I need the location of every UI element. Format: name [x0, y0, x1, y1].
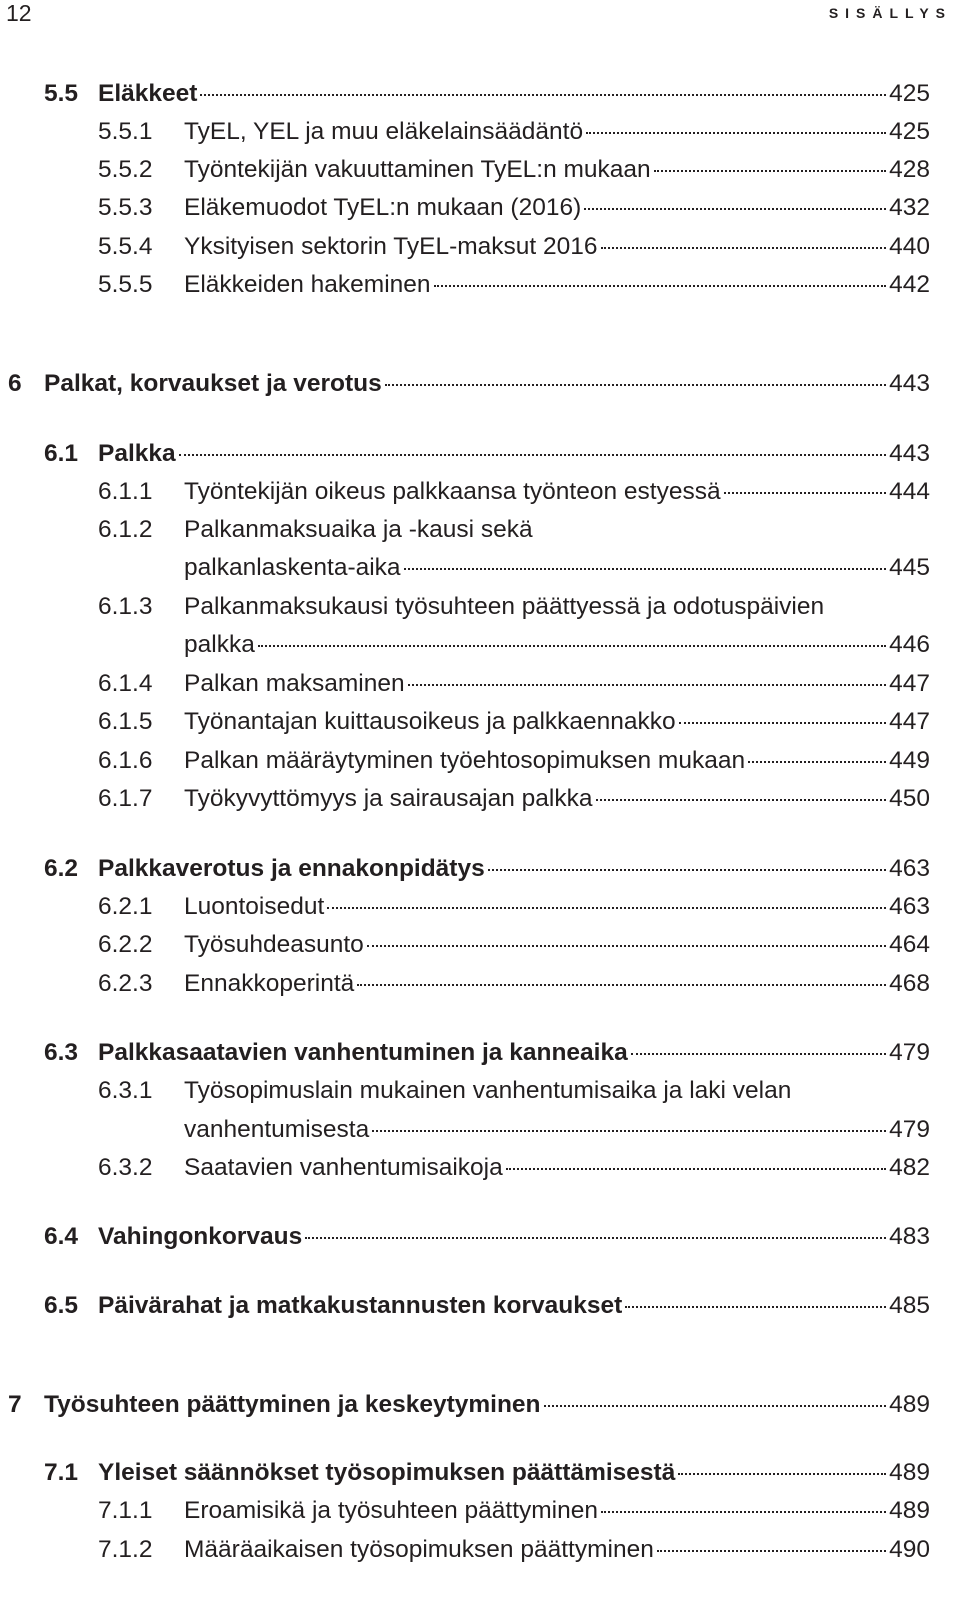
toc-entry-title-row	[184, 232, 930, 262]
toc-entry-title-row	[98, 1458, 930, 1488]
toc-entry-title-row	[98, 1038, 930, 1068]
dot-leader	[305, 1237, 886, 1239]
toc-entry-title-row	[98, 439, 930, 469]
toc-entry-number: 5.5.3	[98, 194, 153, 221]
toc-entry-title: Saatavien vanhentumisaikoja	[184, 1154, 503, 1181]
toc-entry-page: 425	[889, 80, 930, 107]
toc-entry-title: Työsuhdeasunto	[184, 931, 364, 958]
dot-leader	[601, 247, 887, 249]
toc-entry-page: 443	[889, 370, 930, 397]
dot-leader	[596, 799, 887, 801]
toc-entry-title: Yleiset säännökset työsopimuksen päättämisestä	[98, 1459, 676, 1486]
toc-entry-title-row	[184, 553, 930, 583]
toc-entry-number: 6.2.3	[98, 970, 153, 997]
toc-entry-title-row	[184, 892, 930, 922]
toc-entry-number: 6.1	[44, 440, 79, 467]
toc-entry-page: 425	[889, 118, 930, 145]
toc-entry-number: 5.5.1	[98, 118, 153, 145]
toc-entry-page: 442	[889, 271, 930, 298]
toc-entry-number: 7.1.1	[98, 1497, 153, 1524]
dot-leader	[408, 684, 887, 686]
toc-entry-number: 6.3.1	[98, 1077, 153, 1104]
dot-leader	[544, 1405, 887, 1407]
toc-entry-number: 6	[8, 370, 22, 397]
toc-entry-number: 6.5	[44, 1292, 79, 1319]
toc-entry-title: Määräaikaisen työsopimuksen päättyminen	[184, 1536, 654, 1563]
toc-entry-number: 6.1.4	[98, 670, 153, 697]
dot-leader	[679, 722, 886, 724]
toc-entry-page: 479	[889, 1116, 930, 1143]
toc-entry-title-row	[98, 79, 930, 109]
toc-entry-number: 6.2	[44, 855, 79, 882]
toc-entry-page: 428	[889, 156, 930, 183]
dot-leader	[357, 984, 886, 986]
toc-entry-title: Palkkaverotus ja ennakonpidätys	[98, 855, 485, 882]
toc-entry-title: TyEL, YEL ja muu eläkelainsäädäntö	[184, 118, 584, 145]
toc-entry-number: 5.5	[44, 80, 79, 107]
toc-entry-title: Palkka	[98, 440, 176, 467]
toc-entry-page: 483	[889, 1223, 930, 1250]
toc-entry-title-row	[44, 369, 930, 399]
toc-entry-title-row	[98, 1222, 930, 1252]
dot-leader	[200, 94, 886, 96]
toc-entry-title-row	[184, 1535, 930, 1565]
toc-entry-title-row	[184, 784, 930, 814]
toc-entry-title-row	[184, 969, 930, 999]
toc-entry-title: Eläkkeiden hakeminen	[184, 271, 431, 298]
toc-entry-page: 490	[889, 1536, 930, 1563]
toc-entry-page: 440	[889, 233, 930, 260]
dot-leader	[657, 1550, 886, 1552]
dot-leader	[404, 568, 887, 570]
toc-entry-title-row	[184, 707, 930, 737]
toc-entry-title: Yksityisen sektorin TyEL-maksut 2016	[184, 233, 598, 260]
toc-entry-title-row	[98, 1291, 930, 1321]
running-head: SISÄLLYS	[828, 5, 952, 21]
toc-entry-title-row	[184, 630, 930, 660]
dot-leader	[258, 645, 886, 647]
dot-leader	[724, 492, 887, 494]
toc-entry-page: 489	[889, 1459, 930, 1486]
toc-entry-title-row	[98, 854, 930, 884]
toc-entry-title-row	[184, 669, 930, 699]
toc-entry-number: 6.4	[44, 1223, 79, 1250]
toc-entry-title: Luontoisedut	[184, 893, 325, 920]
toc-entry-title: Palkkasaatavien vanhentuminen ja kanneaika	[98, 1039, 628, 1066]
toc-entry-title: Eroamisikä ja työsuhteen päättyminen	[184, 1497, 598, 1524]
toc-entry-title: Työntekijän oikeus palkkaansa työnteon estyessä	[184, 478, 721, 505]
toc-entry-number: 5.5.5	[98, 271, 153, 298]
toc-entry-page: 444	[889, 478, 930, 505]
toc-entry-title-line1: Palkanmaksukausi työsuhteen päättyessä ja odotuspäivien	[184, 593, 825, 620]
toc-entry-page: 450	[889, 785, 930, 812]
dot-leader	[367, 945, 886, 947]
toc-entry-page: 447	[889, 670, 930, 697]
toc-entry-page: 489	[889, 1497, 930, 1524]
toc-entry-title-row	[184, 155, 930, 185]
toc-entry-page: 447	[889, 708, 930, 735]
toc-entry-number: 5.5.2	[98, 156, 153, 183]
toc-entry-number: 6.1.7	[98, 785, 153, 812]
dot-leader	[631, 1053, 886, 1055]
toc-entry-title: vanhentumisesta	[184, 1116, 370, 1143]
toc-entry-title: Palkan määräytyminen työehtosopimuksen mukaan	[184, 747, 746, 774]
toc-entry-number: 6.1.1	[98, 478, 153, 505]
dot-leader	[586, 132, 886, 134]
toc-entry-title: Työnantajan kuittausoikeus ja palkkaennakko	[184, 708, 676, 735]
toc-entry-number: 6.1.5	[98, 708, 153, 735]
dot-leader	[601, 1511, 886, 1513]
toc-entry-number: 7.1.2	[98, 1536, 153, 1563]
toc-entry-title-row	[184, 117, 930, 147]
dot-leader	[488, 869, 886, 871]
toc-entry-number: 6.3.2	[98, 1154, 153, 1181]
toc-entry-page: 482	[889, 1154, 930, 1181]
toc-entry-number: 6.2.1	[98, 893, 153, 920]
dot-leader	[327, 907, 886, 909]
toc-entry-number: 6.1.2	[98, 516, 153, 543]
page-number: 12	[6, 0, 32, 26]
dot-leader	[584, 208, 886, 210]
dot-leader	[372, 1130, 886, 1132]
toc-entry-page: 489	[889, 1391, 930, 1418]
toc-entry-number: 6.3	[44, 1039, 79, 1066]
dot-leader	[678, 1473, 886, 1475]
toc-entry-title-row	[184, 270, 930, 300]
toc-entry-title: Ennakkoperintä	[184, 970, 355, 997]
toc-entry-number: 6.1.6	[98, 747, 153, 774]
toc-entry-title: Eläkkeet	[98, 80, 198, 107]
toc-entry-page: 449	[889, 747, 930, 774]
toc-entry-page: 463	[889, 855, 930, 882]
toc-entry-title-line1: Palkanmaksuaika ja -kausi sekä	[184, 516, 533, 543]
toc-entry-title-row	[184, 746, 930, 776]
toc-entry-page: 485	[889, 1292, 930, 1319]
dot-leader	[748, 761, 886, 763]
toc-entry-title: Vahingonkorvaus	[98, 1223, 303, 1250]
toc-entry-title: palkanlaskenta-aika	[184, 554, 401, 581]
toc-entry-number: 7	[8, 1391, 22, 1418]
dot-leader	[385, 384, 886, 386]
toc-entry-title: Työntekijän vakuuttaminen TyEL:n mukaan	[184, 156, 651, 183]
toc-entry-title-row	[184, 193, 930, 223]
toc-entry-title-row	[184, 930, 930, 960]
toc-entry-page: 432	[889, 194, 930, 221]
toc-entry-title-line1: Työsopimuslain mukainen vanhentumisaika ja laki velan	[184, 1077, 792, 1104]
toc-entry-title: Työkyvyttömyys ja sairausajan palkka	[184, 785, 593, 812]
dot-leader	[179, 454, 886, 456]
toc-entry-title-row	[184, 477, 930, 507]
dot-leader	[654, 170, 886, 172]
toc-entry-page: 445	[889, 554, 930, 581]
toc-entry-number: 7.1	[44, 1459, 79, 1486]
dot-leader	[434, 285, 887, 287]
toc-entry-title-row	[184, 1496, 930, 1526]
toc-entry-title: Palkat, korvaukset ja verotus	[44, 370, 382, 397]
toc-entry-number: 6.1.3	[98, 593, 153, 620]
toc-entry-title-row	[184, 1153, 930, 1183]
dot-leader	[625, 1306, 886, 1308]
dot-leader	[506, 1168, 886, 1170]
toc-entry-title: Eläkemuodot TyEL:n mukaan (2016)	[184, 194, 582, 221]
toc-entry-page: 468	[889, 970, 930, 997]
toc-entry-title-row	[184, 1115, 930, 1145]
toc-entry-title-row	[44, 1390, 930, 1420]
toc-entry-number: 5.5.4	[98, 233, 153, 260]
toc-entry-page: 463	[889, 893, 930, 920]
toc-entry-page: 443	[889, 440, 930, 467]
toc-entry-page: 479	[889, 1039, 930, 1066]
toc-entry-page: 464	[889, 931, 930, 958]
toc-entry-title: palkka	[184, 631, 255, 658]
toc-entry-page: 446	[889, 631, 930, 658]
toc-entry-title: Työsuhteen päättyminen ja keskeytyminen	[44, 1391, 541, 1418]
toc-entry-number: 6.2.2	[98, 931, 153, 958]
toc-entry-title: Päivärahat ja matkakustannusten korvaukset	[98, 1292, 623, 1319]
toc-entry-title: Palkan maksaminen	[184, 670, 405, 697]
